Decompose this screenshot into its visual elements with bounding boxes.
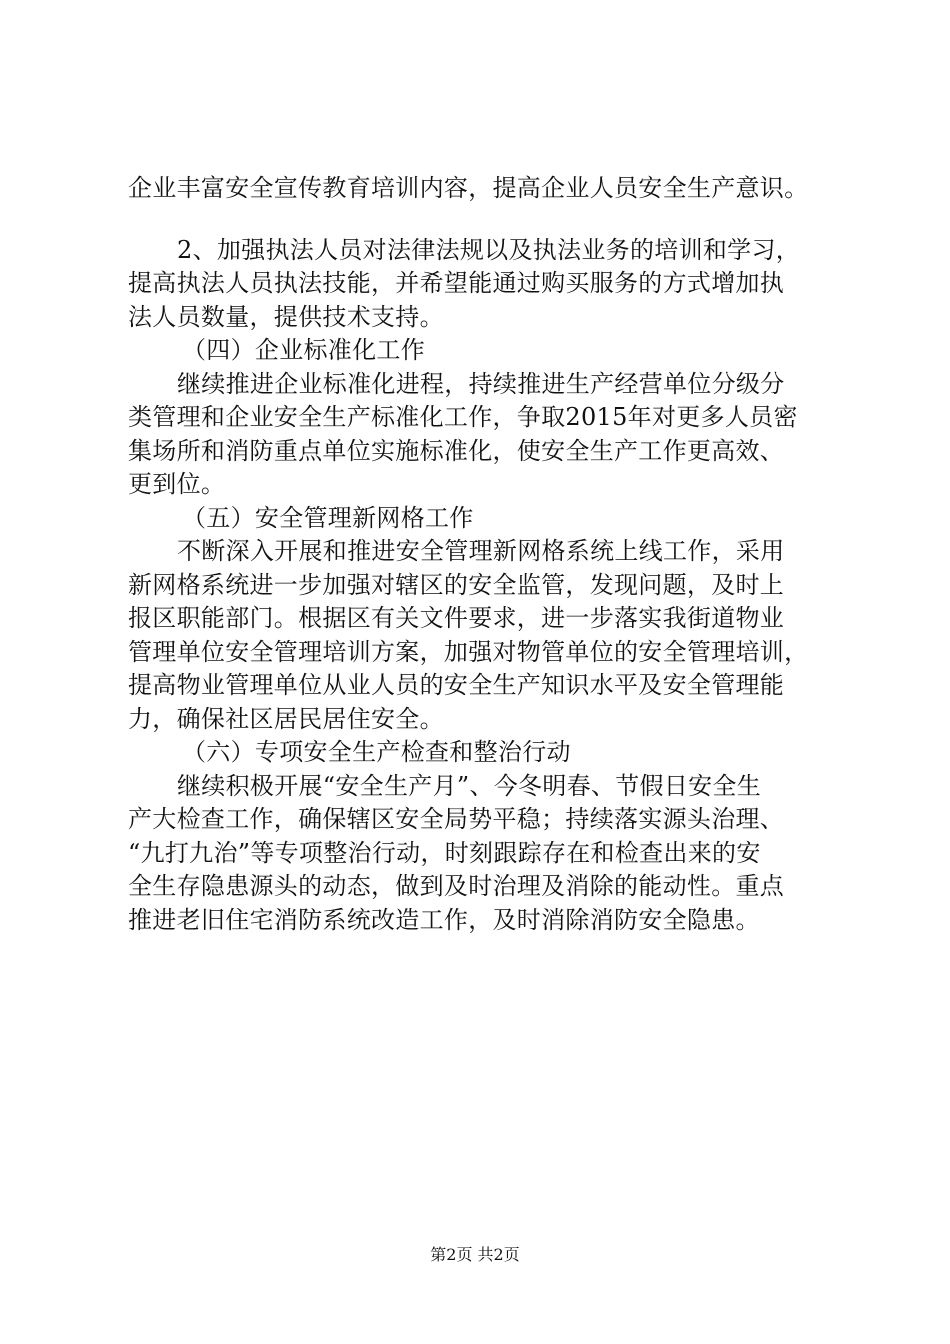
paragraph-line: 集场所和消防重点单位实施标准化，使安全生产工作更高效、 bbox=[128, 436, 785, 465]
paragraph-line: 产大检查工作，确保辖区安全局势平稳；持续落实源头治理、 bbox=[128, 805, 785, 833]
paragraph-line: 2、加强执法人员对法律法规以及执法业务的培训和学习， bbox=[177, 235, 801, 264]
page-footer bbox=[0, 1244, 950, 1266]
paragraph-line: “九打九治”等专项整治行动，时刻跟踪存在和检查出来的安 bbox=[128, 838, 761, 867]
paragraph-line: 报区职能部门。根据区有关文件要求，进一步落实我街道物业 bbox=[128, 604, 785, 632]
paragraph-line: 力，确保社区居民居住安全。 bbox=[128, 704, 444, 733]
paragraph-line: 继续积极开展“安全生产月”、今冬明春、节假日安全生 bbox=[177, 771, 762, 800]
paragraph-line: 全生存隐患源头的动态，做到及时治理及消除的能动性。重点 bbox=[128, 872, 785, 900]
paragraph-line: 类管理和企业安全生产标准化工作，争取2015年对更多人员密 bbox=[128, 403, 798, 431]
paragraph-line: 更到位。 bbox=[128, 470, 226, 498]
document-body bbox=[128, 172, 848, 937]
paragraph-line: 法人员数量，提供技术支持。 bbox=[128, 302, 444, 331]
paragraph-line: 推进老旧住宅消防系统改造工作，及时消除消防安全隐患。 bbox=[128, 905, 760, 934]
section-heading: （四）企业标准化工作 bbox=[182, 336, 425, 364]
section-heading: （五）安全管理新网格工作 bbox=[182, 503, 474, 532]
paragraph-line: 不断深入开展和推进安全管理新网格系统上线工作，采用 bbox=[177, 537, 785, 565]
page-number-label: 第2页 共2页 bbox=[430, 1245, 520, 1264]
paragraph-line: 提高执法人员执法技能，并希望能通过购买服务的方式增加执 bbox=[128, 269, 785, 297]
paragraph-line: 新网格系统进一步加强对辖区的安全监管，发现问题，及时上 bbox=[128, 570, 785, 599]
paragraph-line: 继续推进企业标准化进程，持续推进生产经营单位分级分 bbox=[177, 369, 785, 398]
paragraph-line: 企业丰富安全宣传教育培训内容，提高企业人员安全生产意识。 bbox=[128, 174, 809, 202]
section-heading: （六）专项安全生产检查和整治行动 bbox=[182, 738, 571, 766]
paragraph-line: 管理单位安全管理培训方案，加强对物管单位的安全管理培训， bbox=[128, 637, 809, 666]
paragraph-line: 提高物业管理单位从业人员的安全生产知识水平及安全管理能 bbox=[128, 671, 785, 699]
